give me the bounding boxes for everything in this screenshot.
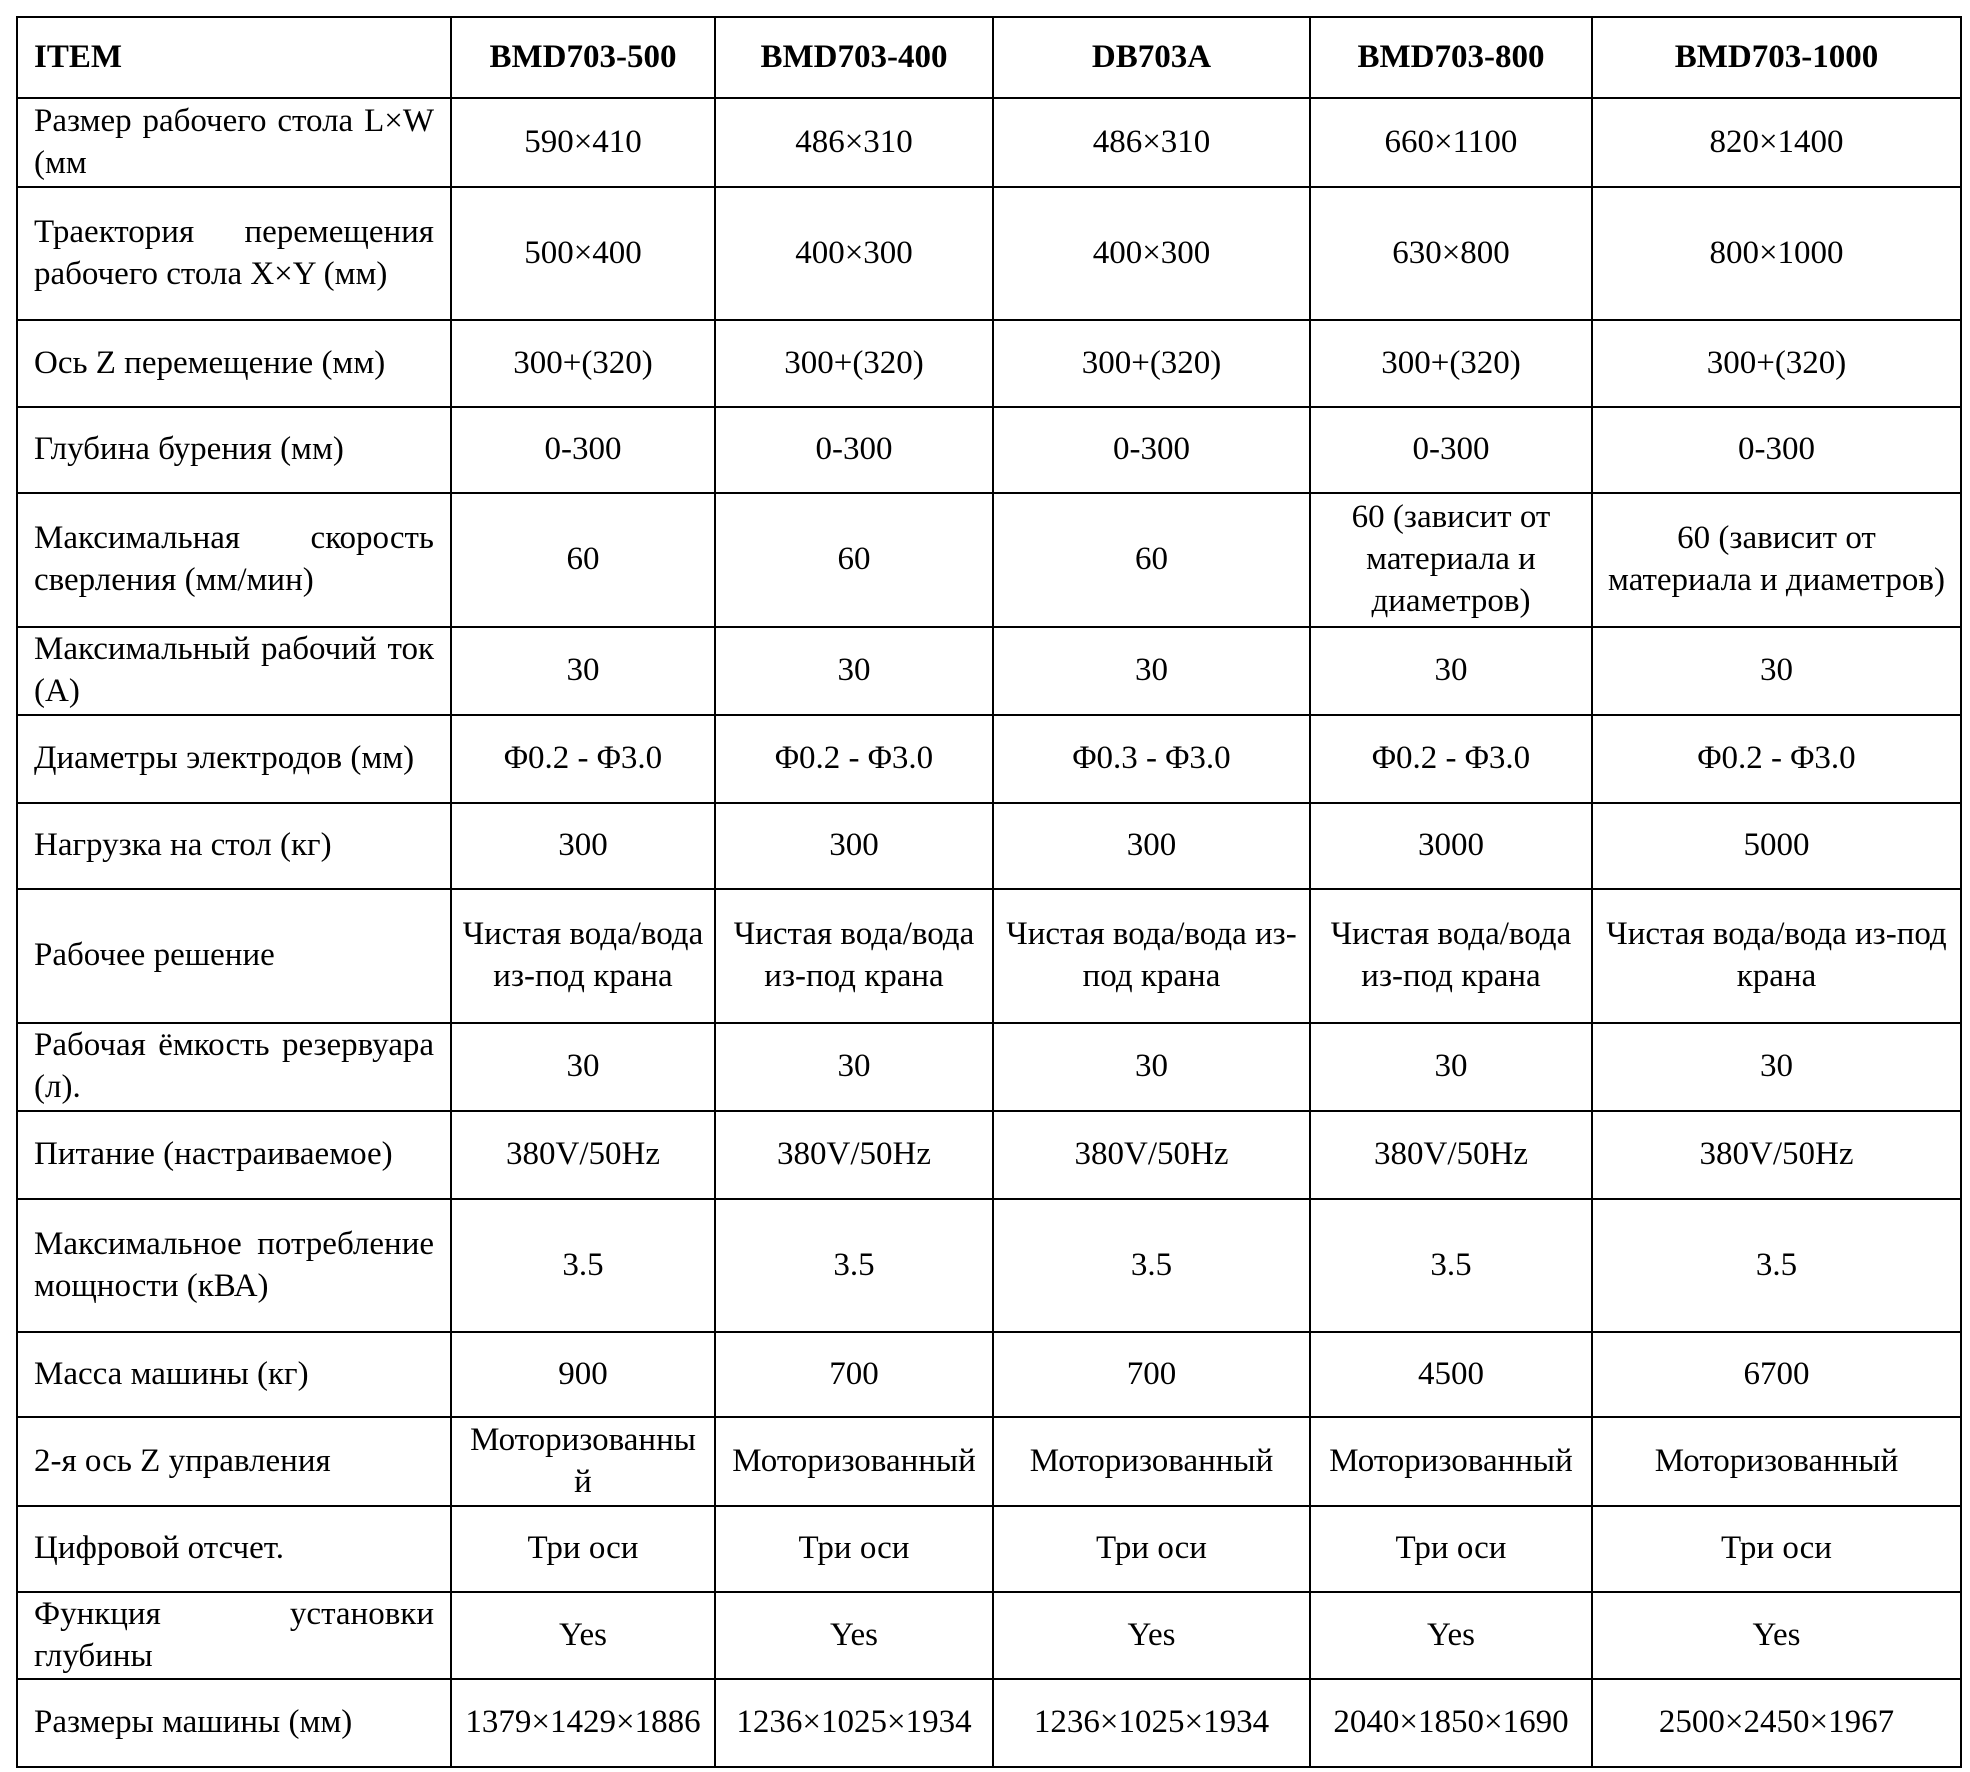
table-cell: 3.5 — [715, 1199, 993, 1332]
table-row — [17, 98, 1961, 187]
table-cell: 300 — [993, 803, 1310, 889]
table-cell: 380V/50Hz — [715, 1111, 993, 1199]
table-row — [17, 1023, 1961, 1111]
table-cell: 3000 — [1310, 803, 1592, 889]
spec-table-container — [16, 16, 1962, 1768]
table-cell: 300 — [715, 803, 993, 889]
spec-table — [16, 16, 1962, 1768]
table-cell: Три оси — [1592, 1506, 1961, 1592]
table-cell: 60 — [715, 493, 993, 627]
table-cell: Чистая вода/вода из-под крана — [451, 889, 715, 1023]
table-cell: 3.5 — [1592, 1199, 1961, 1332]
table-cell: 2500×2450×1967 — [1592, 1679, 1961, 1767]
header-row — [17, 17, 1961, 98]
table-cell: 300+(320) — [1310, 320, 1592, 407]
table-cell: 60 (зависит от материала и диаметров) — [1310, 493, 1592, 627]
table-cell: 590×410 — [451, 98, 715, 187]
row-label-depth-setting: Функция установки глубины — [17, 1592, 451, 1679]
row-label-power-supply: Питание (настраиваемое) — [17, 1111, 451, 1199]
table-cell: Φ0.2 - Φ3.0 — [1310, 715, 1592, 803]
table-cell: 700 — [993, 1332, 1310, 1417]
table-cell: 1236×1025×1934 — [715, 1679, 993, 1767]
table-cell: 660×1100 — [1310, 98, 1592, 187]
table-row — [17, 407, 1961, 493]
table-row — [17, 715, 1961, 803]
header-model-5: BMD703-1000 — [1592, 17, 1961, 98]
table-cell: 60 — [993, 493, 1310, 627]
table-cell: Чистая вода/вода из-под крана — [993, 889, 1310, 1023]
table-cell: 400×300 — [993, 187, 1310, 320]
row-label-drilling-depth: Глубина бурения (мм) — [17, 407, 451, 493]
table-cell: 400×300 — [715, 187, 993, 320]
table-cell: 380V/50Hz — [993, 1111, 1310, 1199]
table-cell: 60 — [451, 493, 715, 627]
row-label-table-size: Размер рабочего стола L×W (мм — [17, 98, 451, 187]
table-cell: Yes — [451, 1592, 715, 1679]
table-cell: Yes — [993, 1592, 1310, 1679]
table-cell: 5000 — [1592, 803, 1961, 889]
table-cell: Φ0.2 - Φ3.0 — [715, 715, 993, 803]
row-label-max-drilling-speed: Максимальная скорость сверления (мм/мин) — [17, 493, 451, 627]
table-cell: 300+(320) — [451, 320, 715, 407]
table-cell: 300 — [451, 803, 715, 889]
header-item: ITEM — [17, 17, 451, 98]
table-cell: 30 — [1592, 627, 1961, 715]
table-row — [17, 803, 1961, 889]
table-cell: 1379×1429×1886 — [451, 1679, 715, 1767]
table-row — [17, 627, 1961, 715]
table-cell: Чистая вода/вода из-под крана — [1592, 889, 1961, 1023]
table-row — [17, 1332, 1961, 1417]
table-cell: 900 — [451, 1332, 715, 1417]
header-model-1: BMD703-500 — [451, 17, 715, 98]
table-cell: Чистая вода/вода из-под крана — [1310, 889, 1592, 1023]
table-cell: 486×310 — [993, 98, 1310, 187]
table-cell: Моторизованный — [451, 1417, 715, 1506]
table-cell: Yes — [1310, 1592, 1592, 1679]
table-row — [17, 1417, 1961, 1506]
table-cell: 1236×1025×1934 — [993, 1679, 1310, 1767]
table-cell: 30 — [451, 627, 715, 715]
table-cell: 60 (зависит от материала и диаметров) — [1592, 493, 1961, 627]
table-cell: Yes — [715, 1592, 993, 1679]
table-cell: 30 — [1592, 1023, 1961, 1111]
table-cell: 30 — [993, 627, 1310, 715]
row-label-digital-readout: Цифровой отсчет. — [17, 1506, 451, 1592]
table-cell: Моторизованный — [715, 1417, 993, 1506]
table-cell: 380V/50Hz — [1592, 1111, 1961, 1199]
table-cell: 500×400 — [451, 187, 715, 320]
table-cell: Чистая вода/вода из-под крана — [715, 889, 993, 1023]
table-cell: 4500 — [1310, 1332, 1592, 1417]
table-cell: 30 — [1310, 627, 1592, 715]
table-cell: 0-300 — [993, 407, 1310, 493]
table-cell: Φ0.2 - Φ3.0 — [451, 715, 715, 803]
table-cell: Yes — [1592, 1592, 1961, 1679]
table-cell: 0-300 — [715, 407, 993, 493]
table-row — [17, 320, 1961, 407]
table-cell: 0-300 — [1592, 407, 1961, 493]
table-cell: 3.5 — [451, 1199, 715, 1332]
row-label-tank-capacity: Рабочая ёмкость резервуара (л). — [17, 1023, 451, 1111]
row-label-max-power: Максимальное потребление мощности (кВА) — [17, 1199, 451, 1332]
table-cell: Моторизованный — [993, 1417, 1310, 1506]
header-model-3: DB703A — [993, 17, 1310, 98]
row-label-working-solution: Рабочее решение — [17, 889, 451, 1023]
table-cell: Три оси — [715, 1506, 993, 1592]
header-model-4: BMD703-800 — [1310, 17, 1592, 98]
table-cell: 3.5 — [1310, 1199, 1592, 1332]
row-label-machine-dimensions: Размеры машины (мм) — [17, 1679, 451, 1767]
table-cell: 486×310 — [715, 98, 993, 187]
table-cell: Три оси — [451, 1506, 715, 1592]
row-label-max-current: Максимальный рабочий ток (A) — [17, 627, 451, 715]
table-cell: 0-300 — [1310, 407, 1592, 493]
table-row — [17, 1111, 1961, 1199]
table-cell: 30 — [1310, 1023, 1592, 1111]
table-cell: 30 — [993, 1023, 1310, 1111]
table-cell: Моторизованный — [1592, 1417, 1961, 1506]
table-cell: 6700 — [1592, 1332, 1961, 1417]
table-row — [17, 493, 1961, 627]
table-cell: 380V/50Hz — [451, 1111, 715, 1199]
table-cell: Моторизованный — [1310, 1417, 1592, 1506]
table-cell: 300+(320) — [715, 320, 993, 407]
table-cell: Φ0.2 - Φ3.0 — [1592, 715, 1961, 803]
table-cell: Φ0.3 - Φ3.0 — [993, 715, 1310, 803]
row-label-electrode-diameters: Диаметры электродов (мм) — [17, 715, 451, 803]
row-label-z-travel: Ось Z перемещение (мм) — [17, 320, 451, 407]
table-cell: 820×1400 — [1592, 98, 1961, 187]
table-row — [17, 889, 1961, 1023]
table-cell: 30 — [451, 1023, 715, 1111]
table-row — [17, 1199, 1961, 1332]
table-cell: Три оси — [993, 1506, 1310, 1592]
table-cell: 2040×1850×1690 — [1310, 1679, 1592, 1767]
table-row — [17, 187, 1961, 320]
table-cell: Три оси — [1310, 1506, 1592, 1592]
row-label-table-load: Нагрузка на стол (кг) — [17, 803, 451, 889]
table-cell: 30 — [715, 627, 993, 715]
header-model-2: BMD703-400 — [715, 17, 993, 98]
table-cell: 630×800 — [1310, 187, 1592, 320]
table-cell: 800×1000 — [1592, 187, 1961, 320]
table-cell: 3.5 — [993, 1199, 1310, 1332]
row-label-machine-weight: Масса машины (кг) — [17, 1332, 451, 1417]
table-cell: 700 — [715, 1332, 993, 1417]
table-cell: 300+(320) — [993, 320, 1310, 407]
table-row — [17, 1679, 1961, 1767]
table-row — [17, 1592, 1961, 1679]
row-label-second-z-axis: 2-я ось Z управления — [17, 1417, 451, 1506]
table-cell: 0-300 — [451, 407, 715, 493]
table-cell: 30 — [715, 1023, 993, 1111]
row-label-table-travel: Траектория перемещения рабочего стола X×Y (мм) — [17, 187, 451, 320]
table-row — [17, 1506, 1961, 1592]
table-cell: 300+(320) — [1592, 320, 1961, 407]
table-cell: 380V/50Hz — [1310, 1111, 1592, 1199]
